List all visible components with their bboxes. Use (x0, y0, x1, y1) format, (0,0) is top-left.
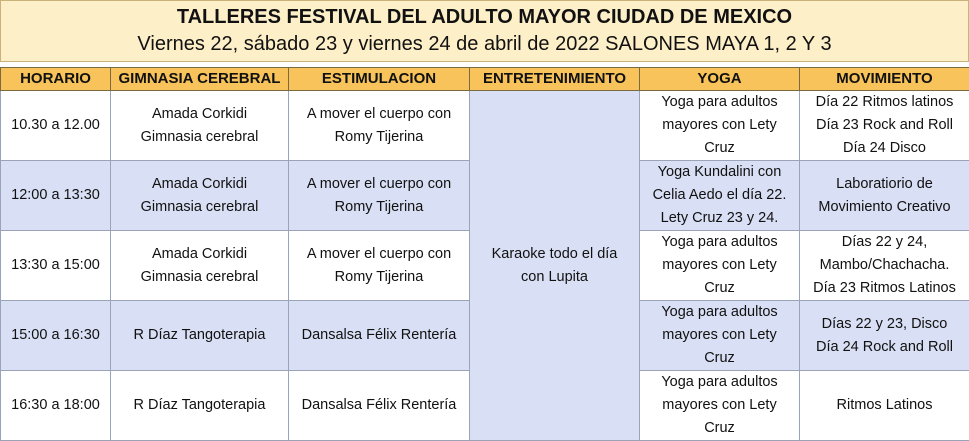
cell-horario: 13:30 a 15:00 (1, 231, 111, 301)
cell-line: Gimnasia cerebral (113, 196, 286, 219)
cell-line: Día 22 Ritmos latinos (802, 91, 967, 114)
cell-line: Mambo/Chachacha. (802, 254, 967, 277)
cell-estimulacion (289, 231, 470, 301)
cell-line: A mover el cuerpo con (291, 173, 467, 196)
cell-line: Romy Tijerina (291, 126, 467, 149)
cell-line: Yoga Kundalini con (642, 161, 797, 184)
col-header-gimnasia: GIMNASIA CEREBRAL (111, 68, 289, 91)
cell-yoga (640, 371, 800, 441)
cell-horario: 10.30 a 12.00 (1, 91, 111, 161)
cell-yoga (640, 231, 800, 301)
cell-line: Laboratiorio de (802, 173, 967, 196)
table-row (1, 91, 969, 161)
cell-movimiento (800, 91, 969, 161)
cell-horario: 16:30 a 18:00 (1, 371, 111, 441)
page-title: TALLERES FESTIVAL DEL ADULTO MAYOR CIUDAD DE MEXICO (1, 1, 968, 30)
cell-line: A mover el cuerpo con (291, 243, 467, 266)
cell-line: Celia Aedo el día 22. (642, 184, 797, 207)
cell-line: Gimnasia cerebral (113, 126, 286, 149)
cell-line: Movimiento Creativo (802, 196, 967, 219)
cell-line: Días 22 y 23, Disco (802, 313, 967, 336)
cell-line: Dansalsa Félix Rentería (291, 324, 467, 347)
cell-yoga (640, 161, 800, 231)
cell-line: R Díaz Tangoterapia (113, 394, 286, 417)
cell-line: Lety Cruz 23 y 24. (642, 207, 797, 230)
schedule-table (0, 67, 969, 441)
cell-estimulacion (289, 161, 470, 231)
cell-line: Amada Corkidi (113, 243, 286, 266)
cell-line: Yoga para adultos (642, 371, 797, 394)
cell-line: mayores con Lety (642, 394, 797, 417)
col-header-movimiento: MOVIMIENTO (800, 68, 969, 91)
col-header-yoga: YOGA (640, 68, 800, 91)
cell-line: Karaoke todo el día (472, 243, 637, 266)
cell-line: Día 24 Rock and Roll (802, 336, 967, 359)
cell-line: Amada Corkidi (113, 103, 286, 126)
cell-line: mayores con Lety (642, 114, 797, 137)
cell-estimulacion (289, 371, 470, 441)
cell-movimiento (800, 231, 969, 301)
cell-line: Día 23 Ritmos Latinos (802, 277, 967, 300)
cell-estimulacion (289, 301, 470, 371)
header-row (1, 68, 969, 91)
cell-line: Cruz (642, 347, 797, 370)
cell-gimnasia (111, 91, 289, 161)
col-header-entretenimiento: ENTRETENIMIENTO (470, 68, 640, 91)
col-header-estimulacion: ESTIMULACION (289, 68, 470, 91)
cell-line: Yoga para adultos (642, 231, 797, 254)
cell-gimnasia (111, 301, 289, 371)
cell-line: Días 22 y 24, (802, 231, 967, 254)
cell-entretenimiento (470, 91, 640, 441)
cell-gimnasia (111, 231, 289, 301)
cell-line: Romy Tijerina (291, 196, 467, 219)
cell-line: Yoga para adultos (642, 301, 797, 324)
cell-gimnasia (111, 161, 289, 231)
cell-line: Yoga para adultos (642, 91, 797, 114)
cell-movimiento (800, 161, 969, 231)
cell-horario: 15:00 a 16:30 (1, 301, 111, 371)
cell-horario: 12:00 a 13:30 (1, 161, 111, 231)
cell-movimiento (800, 371, 969, 441)
event-header (0, 0, 969, 62)
cell-line: Cruz (642, 137, 797, 160)
cell-movimiento (800, 301, 969, 371)
cell-yoga (640, 91, 800, 161)
col-header-horario: HORARIO (1, 68, 111, 91)
cell-line: Ritmos Latinos (802, 394, 967, 417)
cell-estimulacion (289, 91, 470, 161)
cell-line: Cruz (642, 277, 797, 300)
cell-gimnasia (111, 371, 289, 441)
cell-line: Cruz (642, 417, 797, 440)
cell-line: Día 23 Rock and Roll (802, 114, 967, 137)
cell-line: R Díaz Tangoterapia (113, 324, 286, 347)
cell-line: mayores con Lety (642, 324, 797, 347)
cell-yoga (640, 301, 800, 371)
cell-line: Amada Corkidi (113, 173, 286, 196)
cell-line: Día 24 Disco (802, 137, 967, 160)
cell-line: Dansalsa Félix Rentería (291, 394, 467, 417)
cell-line: A mover el cuerpo con (291, 103, 467, 126)
cell-line: mayores con Lety (642, 254, 797, 277)
cell-line: Romy Tijerina (291, 266, 467, 289)
cell-line: Gimnasia cerebral (113, 266, 286, 289)
cell-line: con Lupita (472, 266, 637, 289)
page-subtitle: Viernes 22, sábado 23 y viernes 24 de abril de 2022 SALONES MAYA 1, 2 Y 3 (1, 30, 968, 58)
